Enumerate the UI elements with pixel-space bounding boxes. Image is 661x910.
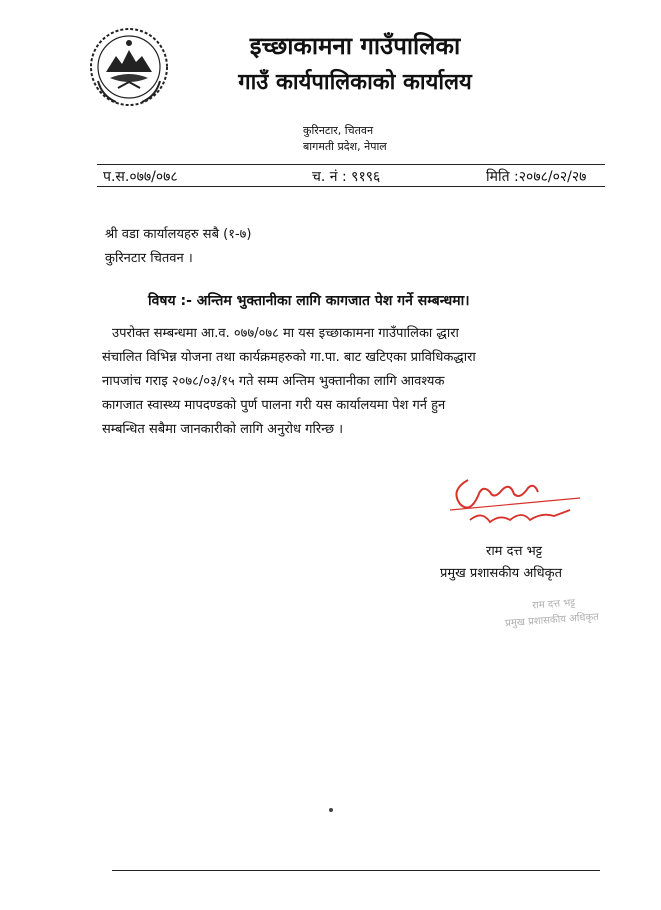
signatory-title: प्रमुख प्रशासकीय अधिकृत <box>440 566 563 581</box>
header-rule-top <box>97 164 605 165</box>
body-line: नापजांच गराइ २०७८/०३/१५ गते सम्म अन्तिम भुक्तानीका लागि आवश्यक <box>102 374 445 389</box>
office-title-line1: इच्छाकामना गाउँपालिका <box>249 32 461 60</box>
body-line: संचालित विभिन्न योजना तथा कार्यक्रमहरुको गा.पा. बाट खटिएका प्राविधिकद्धारा <box>102 350 476 365</box>
address-line1: कुरिनटार, चितवन <box>303 124 374 137</box>
addressee-line2: कुरिनटार चितवन । <box>105 251 193 266</box>
body-line: कागजात स्वास्थ्य मापदण्डको पुर्ण पालना गरी यस कार्यालयमा पेश गर्न हुन <box>102 398 446 413</box>
handwritten-signature <box>430 470 600 530</box>
subject-line: विषय :- अन्तिम भुक्तानीका लागि कागजात पेश गर्ने सम्बन्धमा। <box>148 293 470 309</box>
nepal-emblem-icon <box>88 26 170 108</box>
header-rule-bottom <box>97 186 605 187</box>
signatory-name: राम दत्त भट्ट <box>486 544 543 559</box>
body-line: सम्बन्धित सबैमा जानकारीको लागि अनुरोध गरिन्छ । <box>102 422 344 437</box>
footer-rule <box>112 870 600 871</box>
letter-body <box>102 322 612 442</box>
address-line2: बागमती प्रदेश, नेपाल <box>303 140 387 153</box>
ink-speck <box>329 808 333 812</box>
ref-ps-number: प.स.०७७/०७८ <box>103 169 178 185</box>
stamp-title: प्रमुख प्रशासकीय अधिकृत <box>504 611 600 630</box>
addressee-line1: श्री वडा कार्यालयहरु सबै (१-७) <box>105 227 252 242</box>
ref-chalani-number: च. नं : ९१९६ <box>312 169 381 185</box>
ref-date: मिति :२०७८/०२/२७ <box>486 169 587 185</box>
stamp-name: राम दत्त भट्ट <box>531 597 576 612</box>
office-title-line2: गाउँ कार्यपालिकाको कार्यालय <box>238 70 472 95</box>
body-line: उपरोक्त सम्बन्धमा आ.व. ०७७/०७८ मा यस इच्छाकामना गाउँपालिका द्धारा <box>112 326 459 341</box>
